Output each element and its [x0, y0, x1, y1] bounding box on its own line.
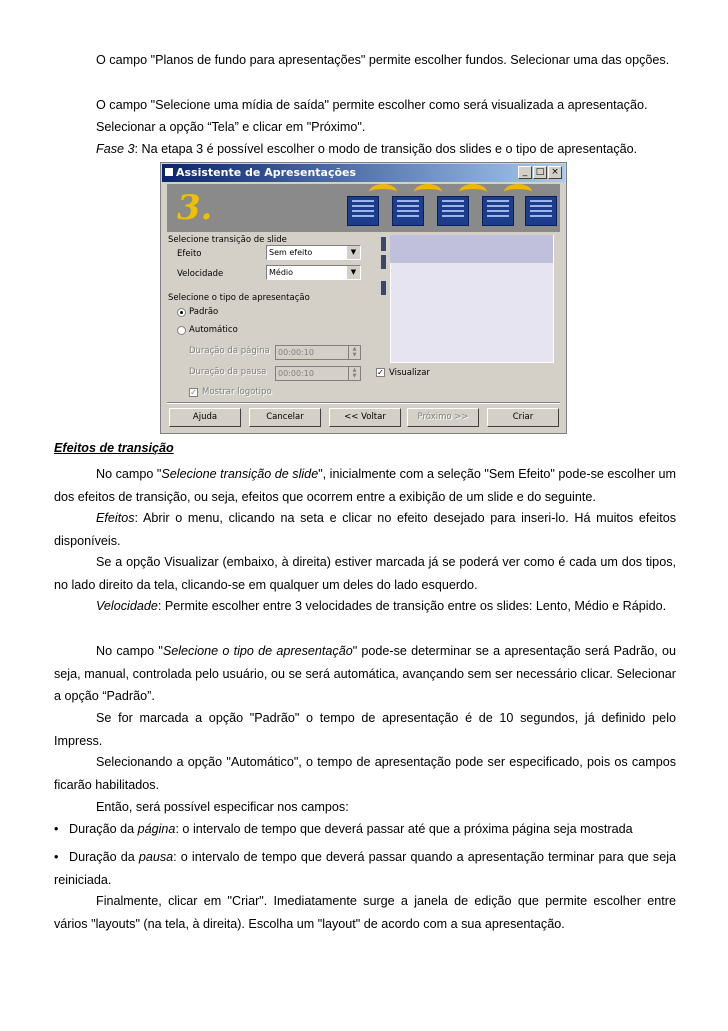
- intro-paragraph-3: Selecionar a opção “Tela” e clicar em "Próximo".: [96, 120, 366, 134]
- body-paragraph-6: Se for marcada a opção "Padrão" o tempo de apresentação é de 10 segundos, já definido pelo Impress.: [54, 711, 676, 748]
- show-logo-label: Mostrar logotipo: [202, 387, 272, 397]
- body-paragraph-5: [54, 640, 676, 708]
- dialog-title: Assistente de Apresentações: [176, 166, 357, 179]
- radio-default-label: Padrão: [189, 307, 219, 317]
- phase-text: : Na etapa 3 é possível escolher o modo de transição dos slides e o tipo de apresentação.: [134, 142, 638, 156]
- presentation-wizard-dialog: [160, 162, 567, 434]
- app-icon: [165, 168, 173, 176]
- text-emphasis: Velocidade: [96, 599, 158, 613]
- pause-duration-value: 00:00:10: [278, 369, 314, 378]
- bullet-item-page: [54, 818, 676, 841]
- slide-icon: [525, 196, 557, 226]
- text-run: " pode-se determinar se a apresentação será Padrão, ou seja, manual, controlada pelo usuário, ou se será automática, avançando sem ser necessário clicar. Selecionar a opção “Padrão”.: [54, 644, 676, 703]
- text-run: Duração da: [69, 822, 138, 836]
- minimize-icon[interactable]: _: [518, 166, 532, 179]
- spin-arrows-icon[interactable]: ▲ ▼: [348, 346, 360, 359]
- dialog-titlebar: [162, 164, 565, 182]
- type-group-label: Selecione o tipo de apresentação: [168, 293, 310, 303]
- text-run: No campo ": [96, 644, 163, 658]
- wizard-banner: [167, 184, 560, 232]
- effect-value: Sem efeito: [269, 248, 313, 257]
- body-paragraph-3: Se a opção Visualizar (embaixo, à direita) estiver marcada já se poderá ver como é cada um dos tipos, no lado direito da tela, clicando-se em qualquer um deles do lado esquerdo.: [54, 555, 676, 592]
- bullet-icon: •: [54, 822, 59, 836]
- slide-icon: [482, 196, 514, 226]
- speed-label: Velocidade: [177, 269, 224, 279]
- chevron-down-icon[interactable]: ▼: [346, 246, 360, 259]
- transition-group-label: Selecione transição de slide: [168, 235, 287, 245]
- pause-duration-field[interactable]: [275, 366, 361, 381]
- text-run: : Abrir o menu, clicando na seta e clicar no efeito desejado para inseri-lo. Há muitos efeitos disponíveis.: [54, 511, 676, 548]
- page-duration-value: 00:00:10: [278, 348, 314, 357]
- body-paragraph-9: Finalmente, clicar em "Criar". Imediatamente surge a janela de edição que permite escolher entre vários "layouts" (na tela, à direita). Escolha um "layout" de acordo com a sua apresentação.: [54, 894, 676, 931]
- radio-default[interactable]: [177, 308, 186, 317]
- phase-label: Fase 3: [96, 142, 135, 156]
- create-button[interactable]: Criar: [487, 408, 559, 427]
- radio-automatic[interactable]: [177, 326, 186, 335]
- preview-marker: [381, 237, 386, 251]
- text-emphasis: Selecione o tipo de apresentação: [162, 644, 353, 658]
- text-run: : o intervalo de tempo que deverá passar quando a apresentação terminar para que seja reiniciada.: [54, 850, 677, 887]
- pause-duration-label: Duração da pausa: [189, 367, 267, 377]
- maximize-icon[interactable]: □: [533, 166, 547, 179]
- cancel-button[interactable]: Cancelar: [249, 408, 321, 427]
- text-emphasis: Efeitos: [96, 511, 135, 525]
- intro-paragraph-4: [96, 138, 637, 161]
- page-duration-field[interactable]: [275, 345, 361, 360]
- back-button[interactable]: << Voltar: [329, 408, 401, 427]
- speed-select[interactable]: [266, 265, 361, 280]
- slide-icon: [437, 196, 469, 226]
- next-button[interactable]: Próximo >>: [407, 408, 479, 427]
- radio-automatic-label: Automático: [189, 325, 238, 335]
- text-run: : o intervalo de tempo que deverá passar até que a próxima página seja mostrada: [175, 822, 633, 836]
- preview-checkbox[interactable]: ✓: [377, 368, 384, 377]
- close-icon[interactable]: ×: [548, 166, 562, 179]
- intro-paragraph-1: O campo "Planos de fundo para apresentações" permite escolher fundos. Selecionar uma das opções.: [96, 53, 670, 67]
- body-paragraph-4: [54, 595, 676, 618]
- body-paragraph-2: [54, 507, 676, 552]
- bullet-icon: •: [54, 850, 59, 864]
- show-logo-checkbox[interactable]: ✓: [190, 388, 197, 397]
- help-button[interactable]: Ajuda: [169, 408, 241, 427]
- page-duration-label: Duração da página: [189, 346, 270, 356]
- text-emphasis: pausa: [138, 850, 174, 864]
- preview-marker: [381, 281, 386, 295]
- slide-icon: [347, 196, 379, 226]
- body-paragraph-7: Selecionando a opção "Automático", o tempo de apresentação pode ser especificado, pois os campos ficarão habilitados.: [54, 755, 676, 792]
- preview-label: Visualizar: [389, 368, 430, 378]
- divider: [167, 402, 560, 404]
- text-emphasis: Selecione transição de slide: [161, 467, 319, 481]
- text-run: : Permite escolher entre 3 velocidades de transição entre os slides: Lento, Médio e Rápido.: [157, 599, 667, 613]
- body-paragraph-1: [54, 463, 676, 508]
- step-number: 3.: [177, 188, 213, 228]
- text-run: ", inicialmente com a seleção "Sem Efeito" pode-se escolher um dos efeitos de transição, ou seja, efeitos que ocorrem entre a exibição de um slide e do seguinte.: [54, 467, 677, 504]
- effect-label: Efeito: [177, 249, 202, 259]
- preview-marker: [381, 255, 386, 269]
- chevron-down-icon[interactable]: ▼: [346, 266, 360, 279]
- text-emphasis: página: [137, 822, 176, 836]
- body-paragraph-8: Então, será possível especificar nos campos:: [96, 800, 349, 814]
- text-run: Duração da: [69, 850, 139, 864]
- preview-pane: [380, 233, 554, 363]
- bullet-item-pause: [54, 846, 676, 891]
- effect-select[interactable]: [266, 245, 361, 260]
- text-run: No campo ": [96, 467, 162, 481]
- preview-band: [390, 235, 553, 263]
- section-title: Efeitos de transição: [54, 441, 174, 455]
- spin-arrows-icon[interactable]: ▲ ▼: [348, 367, 360, 380]
- slide-icon: [392, 196, 424, 226]
- speed-value: Médio: [269, 268, 294, 277]
- intro-paragraph-2: O campo "Selecione uma mídia de saída" permite escolher como será visualizada a apresentação.: [96, 98, 648, 112]
